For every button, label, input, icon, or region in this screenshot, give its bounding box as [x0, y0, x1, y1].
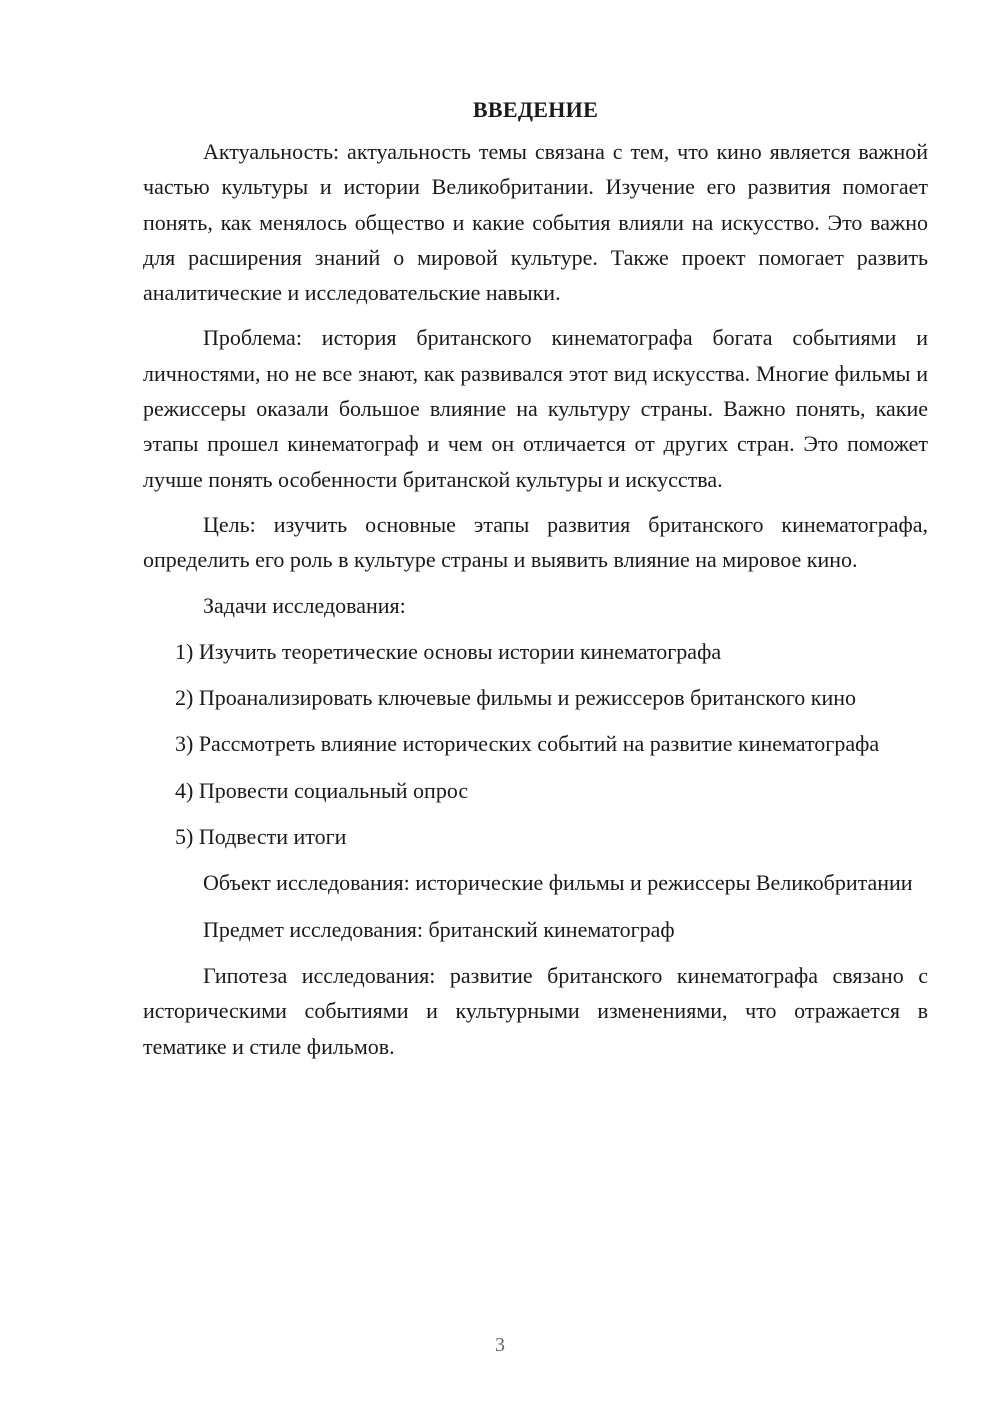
relevance-paragraph: Актуальность: актуальность темы связана с тем, что кино является важной частью культуры и истории Великобритании. Изучение его развития помогает понять, как менялось общество и какие события влияли на искусство. Это важно для расширения знаний о мировой культуре. Также проект помогает развить аналитические и исследовательские навыки.: [143, 139, 928, 306]
goal-paragraph: Цель: изучить основные этапы развития британского кинематографа, определить его роль в культуре страны и выявить влияние на мировое кино.: [143, 511, 928, 573]
tasks-heading: Задачи исследования:: [203, 592, 406, 618]
task-item-1: 1) Изучить теоретические основы истории кинематографа: [175, 638, 722, 664]
page-title: ВВЕДЕНИЕ: [472, 97, 599, 122]
task-item-2: 2) Проанализировать ключевые фильмы и режиссеров британского кино: [175, 685, 857, 711]
task-item-4: 4) Провести социальный опрос: [175, 777, 469, 803]
task-item-3: 3) Рассмотреть влияние исторических событий на развитие кинематографа: [175, 731, 880, 757]
problem-paragraph: Проблема: история британского кинематографа богата событиями и личностями, но не все знают, как развивался этот вид искусства. Многие фильмы и режиссеры оказали большое влияние на культуру страны. Важно понять, какие этапы прошел кинематограф и чем он отличается от других стран. Это поможет лучше понять особенности британской культуры и искусства.: [143, 325, 928, 492]
subject-paragraph: Предмет исследования: британский кинематограф: [203, 916, 675, 942]
page-number: 3: [495, 1334, 505, 1356]
document-page: [143, 94, 928, 1064]
task-item-5: 5) Подвести итоги: [175, 824, 347, 850]
object-paragraph: Объект исследования: исторические фильмы и режиссеры Великобритании: [203, 870, 913, 896]
hypothesis-paragraph: Гипотеза исследования: развитие британского кинематографа связано с историческими событиями и культурными изменениями, что отражается в тематике и стиле фильмов.: [143, 962, 928, 1059]
